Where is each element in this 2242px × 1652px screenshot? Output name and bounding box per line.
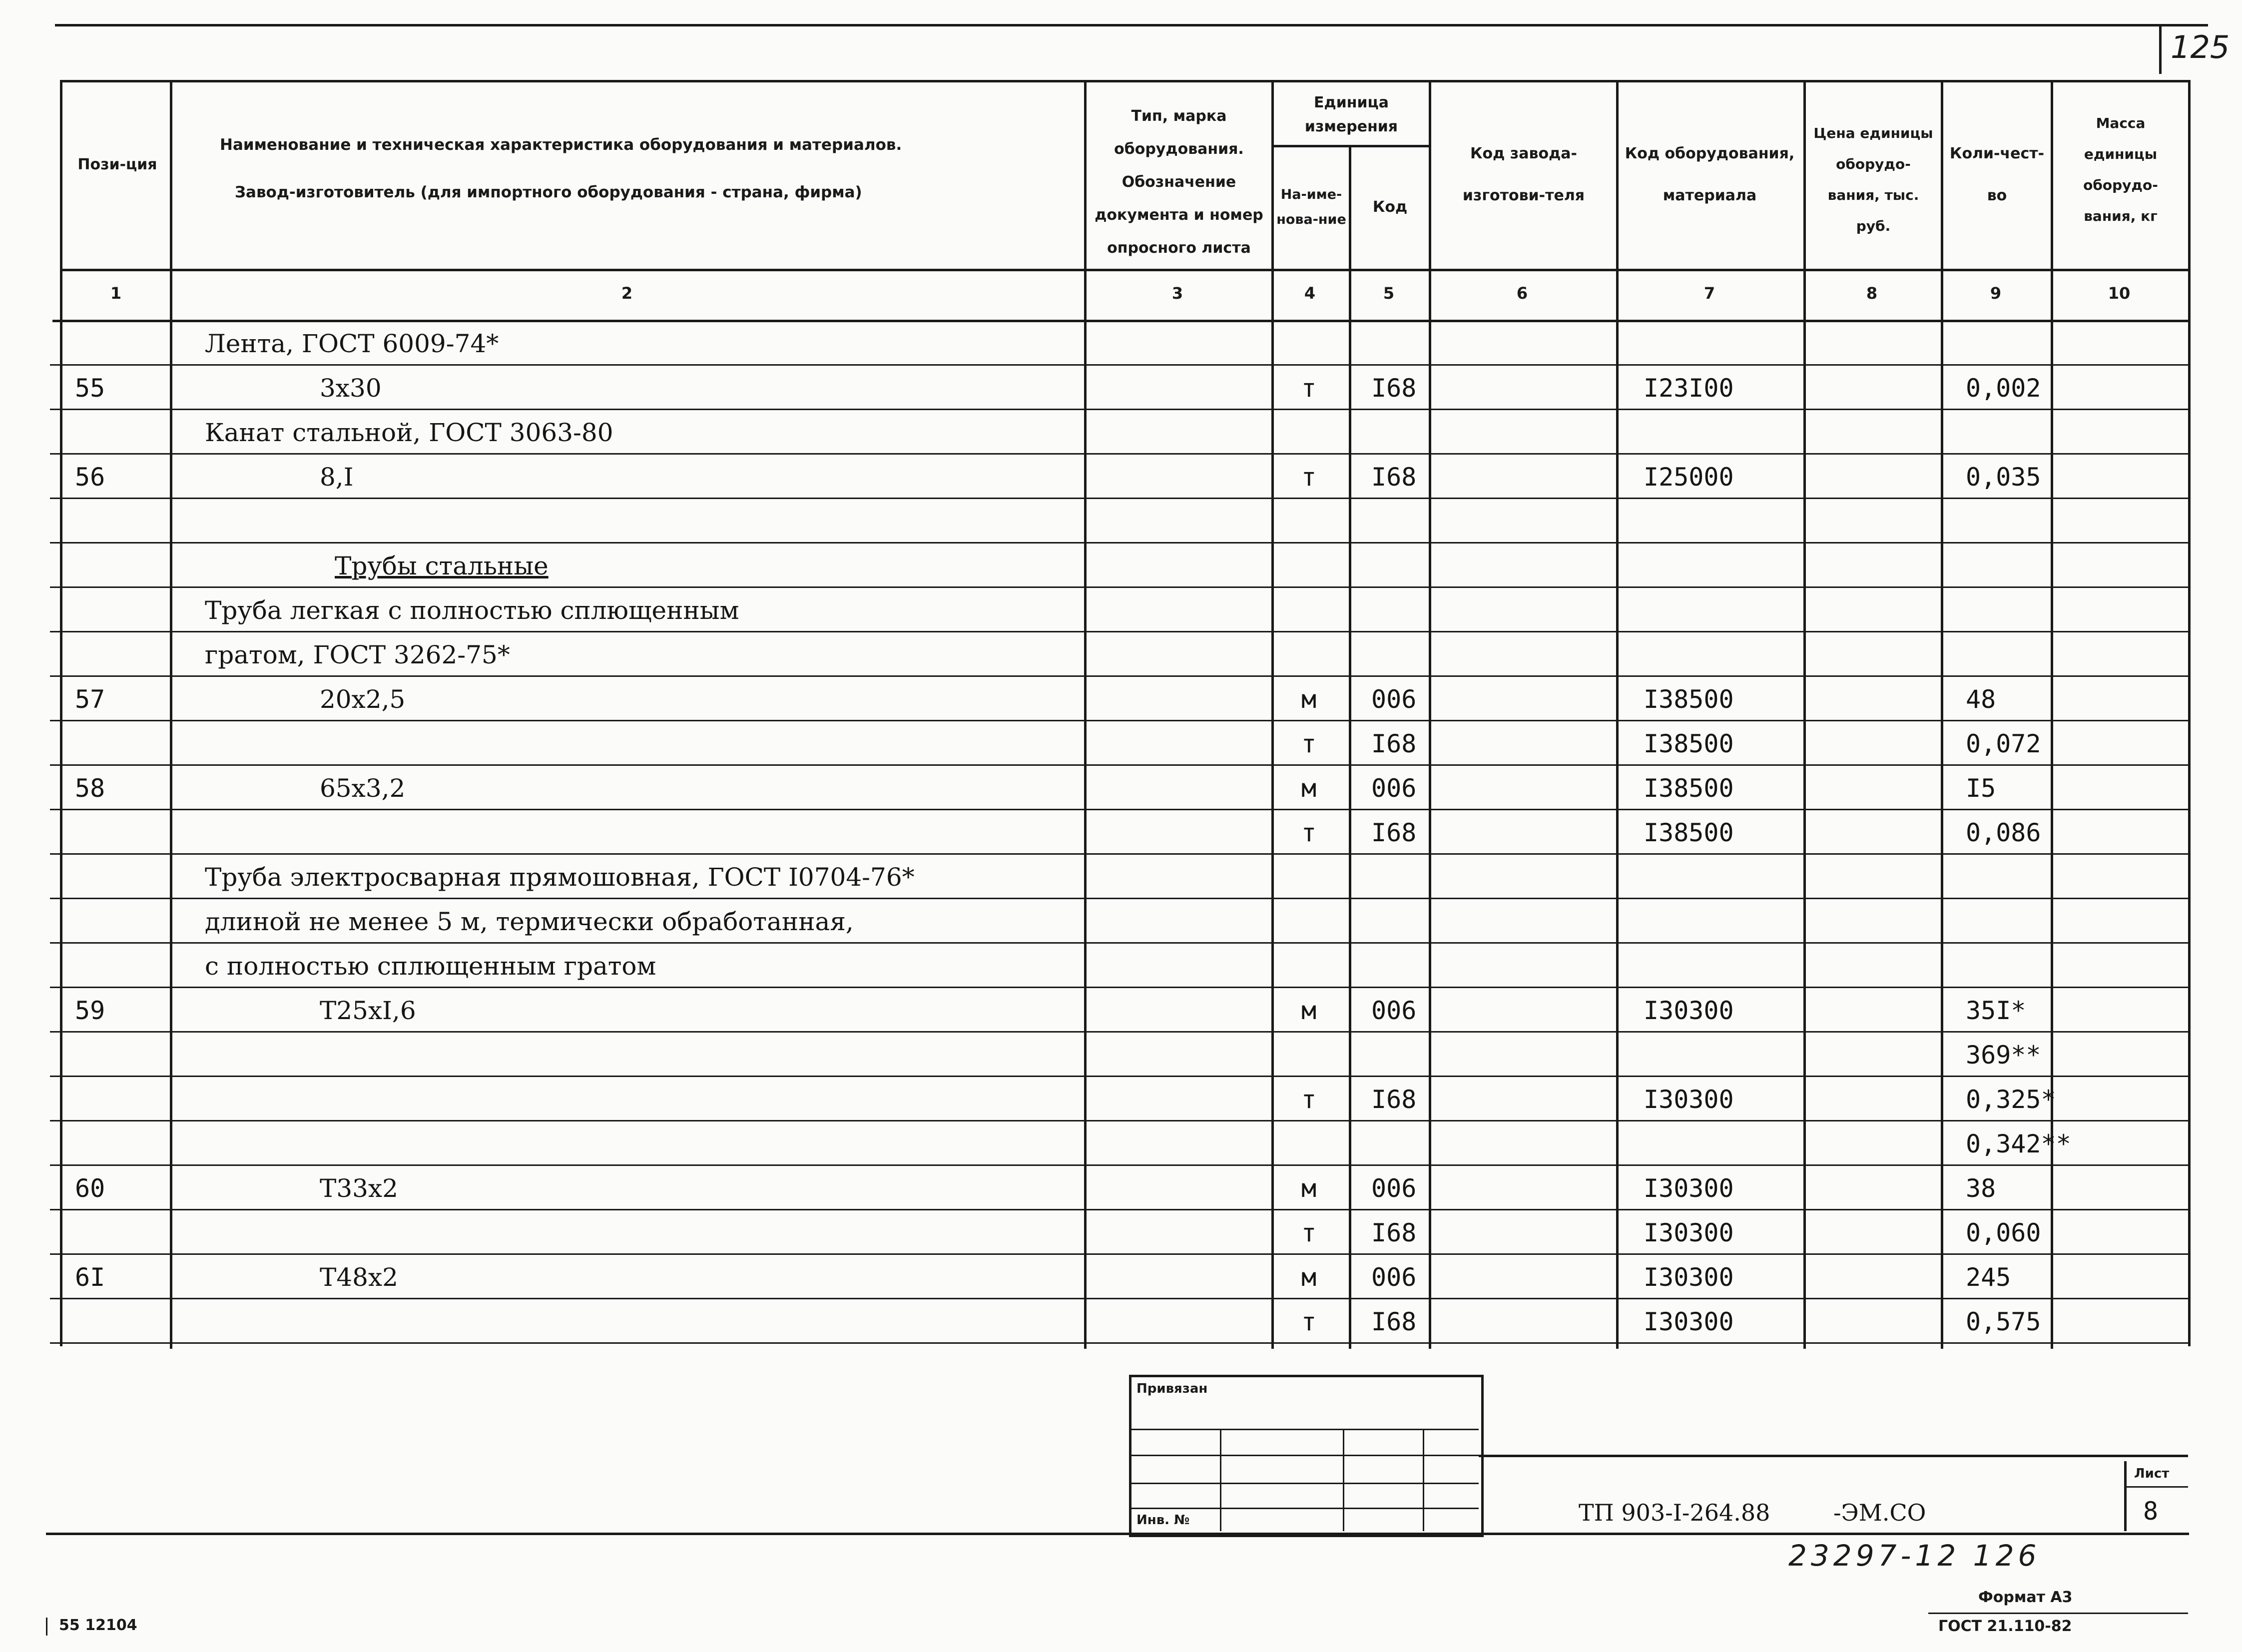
column-number: 7 [1703, 284, 1715, 303]
row-rule [50, 409, 2188, 410]
table-top [62, 80, 2188, 82]
row-name: 65x3,2 [320, 774, 406, 803]
table-bottom [46, 1533, 2189, 1535]
row-unit-name: м [1301, 996, 1317, 1025]
row-unit-name: т [1301, 1218, 1317, 1247]
row-quantity: 369** [1966, 1041, 2041, 1070]
row-material-code: I30300 [1644, 1085, 1734, 1114]
stamp-rule-1 [1129, 1429, 1479, 1430]
unit-group-rule [1271, 145, 1429, 147]
row-material-code: I38500 [1644, 818, 1734, 847]
column-number: 3 [1171, 284, 1183, 303]
header-bottom-rule [62, 269, 2188, 271]
row-material-code: I38500 [1644, 685, 1734, 714]
sheet-box-rule [2124, 1486, 2188, 1488]
row-name: 3x30 [320, 374, 382, 403]
row-unit-code: 006 [1371, 774, 1417, 803]
col-sep-4 [1349, 145, 1351, 1349]
row-name: T25xI,6 [320, 996, 416, 1025]
row-material-code: I30300 [1644, 1174, 1734, 1203]
stamp-col-3 [1423, 1429, 1424, 1531]
footer-left-number: 55 12104 [59, 1617, 137, 1634]
row-position: 6I [75, 1263, 105, 1292]
row-rule [50, 898, 2188, 899]
row-unit-code: I68 [1371, 463, 1417, 492]
row-name: длиной не менее 5 м, термически обработанная, [205, 907, 854, 936]
row-rule [50, 1253, 2188, 1255]
row-rule [50, 542, 2188, 544]
document-code: ТП 903-I-264.88 [1579, 1499, 1770, 1526]
row-name: Труба легкая с полностью сплющенным [205, 596, 739, 625]
row-rule [50, 764, 2188, 766]
row-material-code: I38500 [1644, 729, 1734, 758]
row-unit-name: м [1301, 1174, 1317, 1203]
row-rule [50, 809, 2188, 810]
corner-box-left [2159, 24, 2162, 74]
header-unit-mass: Масса единицы оборудо-вания, кг [2083, 115, 2158, 224]
row-quantity: 245 [1966, 1263, 2011, 1292]
row-unit-code: I68 [1371, 818, 1417, 847]
row-unit-name: т [1301, 374, 1317, 403]
stamp-inventory-label: Инв. № [1136, 1513, 1190, 1528]
row-name: Трубы стальные [335, 551, 549, 580]
row-unit-name: т [1301, 1307, 1317, 1336]
row-unit-code: 006 [1371, 1263, 1417, 1292]
archive-number-handwritten: 23297-12 126 [1788, 1539, 2041, 1573]
row-name: Канат стальной, ГОСТ 3063-80 [205, 418, 613, 447]
header-position: Пози-ция [77, 156, 157, 173]
row-quantity: 0,035 [1966, 463, 2041, 492]
row-unit-code: 006 [1371, 996, 1417, 1025]
row-rule [50, 1164, 2188, 1166]
row-unit-name: т [1301, 729, 1317, 758]
row-name: 20x2,5 [320, 685, 406, 714]
row-material-code: I38500 [1644, 774, 1734, 803]
stamp-bound-label: Привязан [1136, 1381, 1208, 1396]
row-quantity: 0,086 [1966, 818, 2041, 847]
row-quantity: 35I* [1966, 996, 2026, 1025]
row-position: 55 [75, 374, 105, 403]
row-unit-name: т [1301, 463, 1317, 492]
footer-left-tick [46, 1618, 47, 1636]
header-unit-group: Единица измерения [1304, 94, 1398, 135]
row-rule [50, 453, 2188, 455]
row-quantity: 0,002 [1966, 374, 2041, 403]
sheet-label: Лист [2134, 1466, 2170, 1481]
row-rule [50, 586, 2188, 588]
row-material-code: I30300 [1644, 1263, 1734, 1292]
row-position: 59 [75, 996, 105, 1025]
row-name: 8,I [320, 463, 354, 492]
row-rule [50, 498, 2188, 499]
title-block-top [1479, 1455, 2188, 1457]
row-material-code: I25000 [1644, 463, 1734, 492]
row-quantity: 38 [1966, 1174, 1996, 1203]
row-quantity: 0,060 [1966, 1218, 2041, 1247]
footer-rule [1928, 1613, 2188, 1614]
row-quantity: 0,342** [1966, 1129, 2071, 1158]
row-rule [50, 1298, 2188, 1299]
stamp-rule-4 [1129, 1508, 1479, 1509]
row-unit-name: т [1301, 818, 1317, 847]
page-number-corner: 125 [2171, 29, 2230, 65]
row-name: Лента, ГОСТ 6009-74* [205, 329, 499, 358]
row-rule [50, 675, 2188, 677]
row-position: 57 [75, 685, 105, 714]
column-number: 10 [2108, 284, 2131, 303]
column-number: 9 [1990, 284, 2002, 303]
header-unit-code: Код [1372, 198, 1408, 216]
header-material-code: Код оборудования, материала [1625, 145, 1795, 204]
row-quantity: 0,325* [1966, 1085, 2056, 1114]
footer-gost: ГОСТ 21.110-82 [1938, 1618, 2072, 1635]
row-material-code: I30300 [1644, 996, 1734, 1025]
row-name: T48x2 [320, 1263, 398, 1292]
row-quantity: 48 [1966, 685, 1996, 714]
row-unit-name: м [1301, 1263, 1317, 1292]
header-plant-code: Код завода-изготови-теля [1462, 145, 1585, 204]
row-name: с полностью сплющенным гратом [205, 952, 656, 981]
row-name: Труба электросварная прямошовная, ГОСТ I0704-76* [205, 863, 915, 892]
row-quantity: 0,072 [1966, 729, 2041, 758]
row-unit-code: I68 [1371, 729, 1417, 758]
row-material-code: I30300 [1644, 1218, 1734, 1247]
row-unit-code: I68 [1371, 1307, 1417, 1336]
row-unit-code: I68 [1371, 1218, 1417, 1247]
column-number: 1 [110, 284, 122, 303]
table-right [2188, 80, 2191, 1346]
row-rule [50, 720, 2188, 721]
row-rule [50, 631, 2188, 632]
row-unit-code: I68 [1371, 1085, 1417, 1114]
stamp-rule-3 [1129, 1483, 1479, 1484]
row-rule [50, 1031, 2188, 1033]
row-position: 56 [75, 463, 105, 492]
row-material-code: I30300 [1644, 1307, 1734, 1336]
stamp-col-1 [1220, 1429, 1221, 1531]
header-name-line2: Завод-изготовитель (для импортного оборудования - страна, фирма) [235, 183, 862, 201]
footer-format: Формат А3 [1978, 1589, 2073, 1606]
row-name: гратом, ГОСТ 3262-75* [205, 640, 510, 669]
column-number: 4 [1304, 284, 1316, 303]
row-rule [50, 364, 2188, 366]
row-position: 58 [75, 774, 105, 803]
row-position: 60 [75, 1174, 105, 1203]
column-number: 6 [1516, 284, 1528, 303]
column-number: 2 [621, 284, 633, 303]
sheet-number: 8 [2143, 1497, 2159, 1526]
row-unit-name: м [1301, 774, 1317, 803]
row-name: T33x2 [320, 1174, 398, 1203]
row-material-code: I23I00 [1644, 374, 1734, 403]
column-number: 5 [1383, 284, 1395, 303]
header-type: Тип, марка оборудования. Обозначение документа и номер опросного листа [1095, 107, 1263, 257]
colnum-bottom-rule [52, 320, 2188, 322]
row-rule [50, 987, 2188, 988]
document-suffix: -ЭМ.СО [1833, 1499, 1926, 1526]
row-quantity: I5 [1966, 774, 1996, 803]
row-unit-name: т [1301, 1085, 1317, 1114]
row-rule [50, 942, 2188, 944]
header-quantity: Коли-чест-во [1949, 145, 2045, 204]
row-unit-code: I68 [1371, 374, 1417, 403]
header-name-line1: Наименование и техническая характеристика оборудования и материалов. [220, 136, 902, 154]
row-rule [50, 1120, 2188, 1121]
row-unit-code: 006 [1371, 1174, 1417, 1203]
stamp-col-2 [1343, 1429, 1344, 1531]
top-rule [55, 24, 2208, 26]
header-unit-price: Цена единицы оборудо-вания, тыс. руб. [1813, 125, 1933, 234]
row-unit-name: м [1301, 685, 1317, 714]
row-rule [50, 1076, 2188, 1077]
stamp-rule-2 [1129, 1455, 1479, 1456]
header-unit-name: На-име-нова-ние [1276, 187, 1346, 227]
row-quantity: 0,575 [1966, 1307, 2041, 1336]
column-number: 8 [1866, 284, 1878, 303]
row-rule [50, 853, 2188, 855]
row-rule [50, 1342, 2188, 1344]
row-unit-code: 006 [1371, 685, 1417, 714]
row-rule [50, 1209, 2188, 1210]
